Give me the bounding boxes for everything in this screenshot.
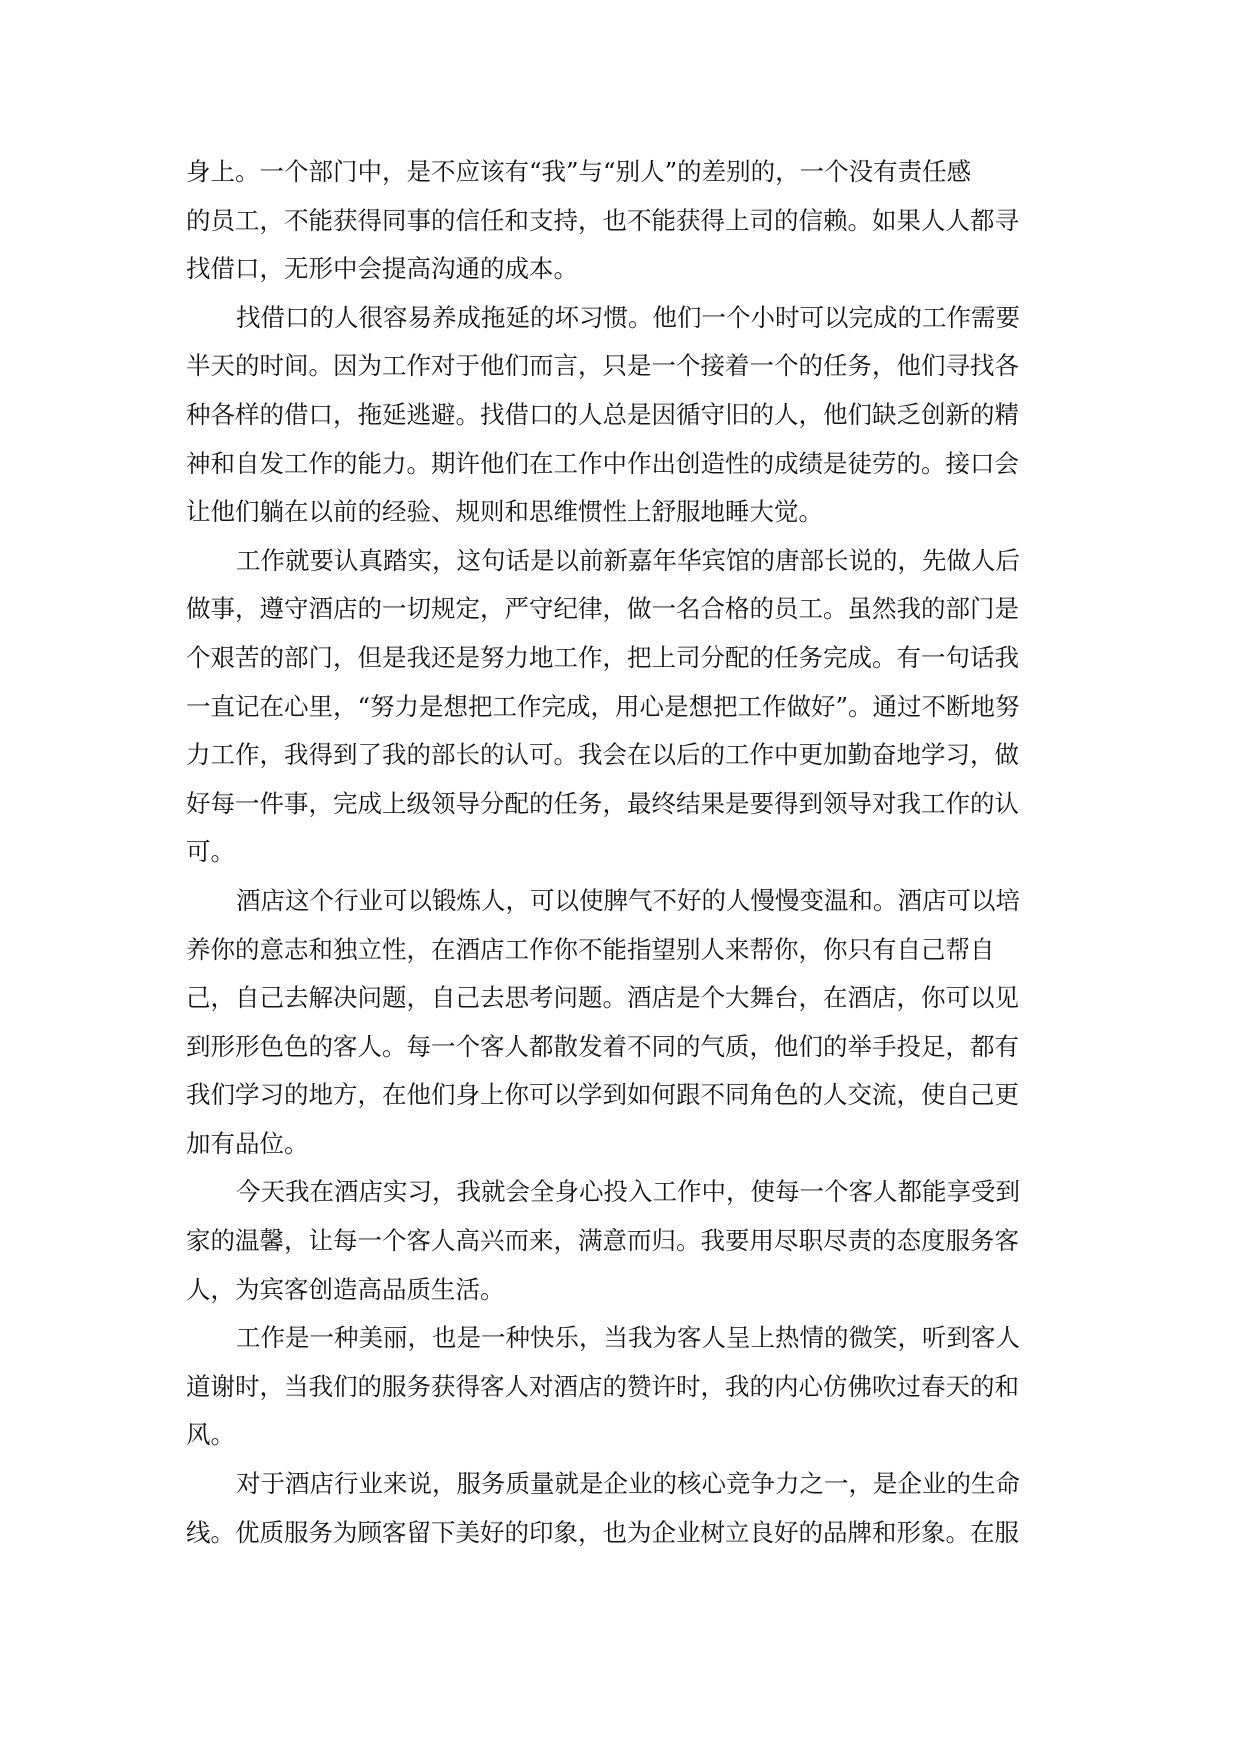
text-line: 道谢时，当我们的服务获得客人对酒店的赞许时，我的内心仿佛吹过春天的和 xyxy=(186,1371,1019,1401)
text-line: 神和自发工作的能力。期许他们在工作中作出创造性的成绩是徒劳的。接口会 xyxy=(186,448,1019,478)
text-line: 工作是一种美丽，也是一种快乐，当我为客人呈上热情的微笑，听到客人 xyxy=(236,1323,1020,1353)
text-line: 我们学习的地方，在他们身上你可以学到如何跟不同角色的人交流，使自己更 xyxy=(186,1080,1019,1110)
paragraph-7 xyxy=(186,1460,1056,1557)
text-line: 的员工，不能获得同事的信任和支持，也不能获得上司的信赖。如果人人都寻 xyxy=(186,205,1019,235)
text-line: 做事，遵守酒店的一切规定，严守纪律，做一名合格的员工。虽然我的部门是 xyxy=(186,594,1019,624)
text-line: 人，为宾客创造高品质生活。 xyxy=(186,1274,505,1304)
text-line: 风。 xyxy=(186,1420,235,1450)
paragraph-6 xyxy=(186,1314,1056,1460)
text-line: 今天我在酒店实习，我就会全身心投入工作中，使每一个客人都能享受到 xyxy=(236,1177,1020,1207)
text-line: 找借口，无形中会提高沟通的成本。 xyxy=(186,254,578,284)
document-body xyxy=(186,148,1056,1557)
text-line: 种各样的借口，拖延逃避。找借口的人总是因循守旧的人，他们缺乏创新的精 xyxy=(186,399,1019,429)
text-line: 找借口的人很容易养成拖延的坏习惯。他们一个小时可以完成的工作需要 xyxy=(236,302,1020,332)
text-line: 可。 xyxy=(186,837,235,867)
paragraph-3 xyxy=(186,537,1056,877)
text-line: 身上。一个部门中，是不应该有“我”与“别人”的差别的，一个没有责任感 xyxy=(186,157,972,186)
text-line: 个艰苦的部门，但是我还是努力地工作，把上司分配的任务完成。有一句话我 xyxy=(186,642,1019,672)
text-line: 让他们躺在以前的经验、规则和思维惯性上舒服地睡大觉。 xyxy=(186,497,823,527)
text-line: 好每一件事，完成上级领导分配的任务，最终结果是要得到领导对我工作的认 xyxy=(186,788,1019,818)
text-line: 一直记在心里，“努力是想把工作完成，用心是想把工作做好”。通过不断地努 xyxy=(186,691,1020,721)
text-line: 到形形色色的客人。每一个客人都散发着不同的气质，他们的举手投足，都有 xyxy=(186,1031,1019,1061)
paragraph-2 xyxy=(186,294,1056,537)
text-line: 工作就要认真踏实，这句话是以前新嘉年华宾馆的唐部长说的，先做人后 xyxy=(236,545,1020,575)
text-line: 家的温馨，让每一个客人高兴而来，满意而归。我要用尽职尽责的态度服务客 xyxy=(186,1226,1019,1256)
text-line: 加有品位。 xyxy=(186,1128,309,1158)
text-line: 养你的意志和独立性，在酒店工作你不能指望别人来帮你，你只有自己帮自 xyxy=(186,934,995,964)
paragraph-5 xyxy=(186,1168,1056,1314)
text-line: 己，自己去解决问题，自己去思考问题。酒店是个大舞台，在酒店，你可以见 xyxy=(186,983,1019,1013)
text-line: 对于酒店行业来说，服务质量就是企业的核心竞争力之一，是企业的生命 xyxy=(236,1469,1020,1499)
text-line: 线。优质服务为顾客留下美好的印象，也为企业树立良好的品牌和形象。在服 xyxy=(186,1517,1019,1547)
paragraph-1 xyxy=(186,148,1056,294)
text-line: 力工作，我得到了我的部长的认可。我会在以后的工作中更加勤奋地学习，做 xyxy=(186,740,1019,770)
text-line: 酒店这个行业可以锻炼人，可以使脾气不好的人慢慢变温和。酒店可以培 xyxy=(236,885,1020,915)
paragraph-4 xyxy=(186,877,1056,1169)
text-line: 半天的时间。因为工作对于他们而言，只是一个接着一个的任务，他们寻找各 xyxy=(186,351,1019,381)
